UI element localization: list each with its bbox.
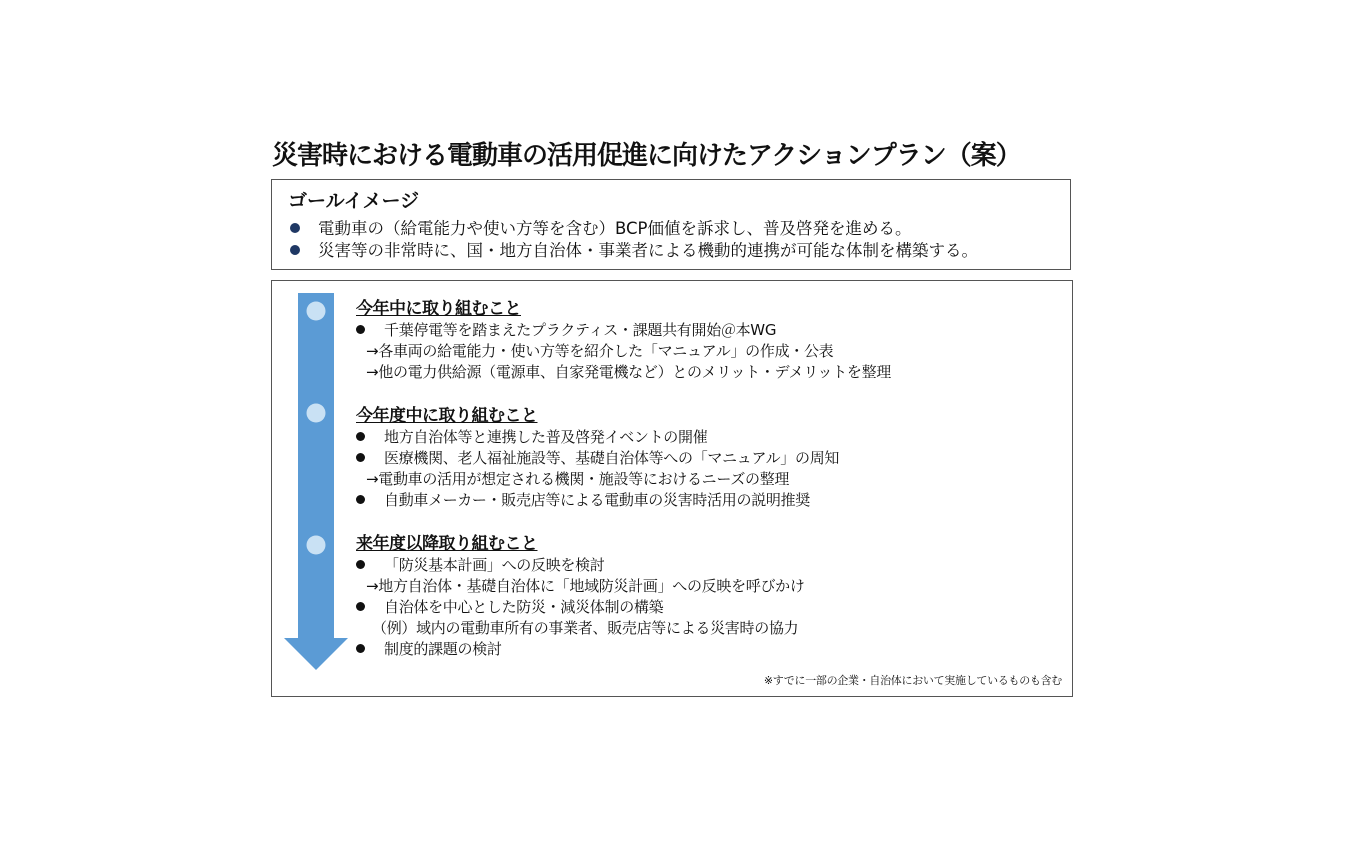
list-item-text: 「防災基本計画」への反映を検討 [384,556,605,574]
list-item-text: 自動車メーカー・販売店等による電動車の災害時活用の説明推奨 [384,491,811,509]
section-title: 今年中に取り組むこと [356,299,521,319]
timeline-dot-icon [307,302,326,321]
section-this-fiscal-year [356,405,1056,511]
list-item [356,597,1056,618]
list-subitem: →各車両の給電能力・使い方等を紹介した「マニュアル」の作成・公表 [366,342,834,360]
list-item-text: 医療機関、老人福祉施設等、基礎自治体等への「マニュアル」の周知 [384,449,840,467]
bullet-icon [356,325,365,334]
list-item-text: 制度的課題の検討 [384,640,502,658]
timeline-arrow-icon [284,293,348,671]
list-item [356,320,1056,341]
goal-heading: ゴールイメージ [288,190,420,212]
footnote: ※すでに一部の企業・自治体において実施しているものも含む [763,674,1062,687]
goal-item [290,240,978,262]
list-item-text: 地方自治体等と連携した普及啓発イベントの開催 [384,428,708,446]
list-item [356,555,1056,576]
bullet-icon [356,602,365,611]
section-title: 今年度中に取り組むこと [356,406,538,426]
bullet-icon [356,453,365,462]
list-item [356,427,1056,448]
timeline-dot-icon [307,404,326,423]
bullet-icon [290,223,300,233]
list-item-text: 千葉停電等を踏まえたプラクティス・課題共有開始＠本WG [384,321,777,339]
section-this-year [356,298,1056,383]
action-plan-box [271,280,1073,697]
list-item [356,490,1056,511]
goal-box [271,179,1071,270]
bullet-icon [356,560,365,569]
section-next-year-onward [356,533,1056,660]
bullet-icon [356,644,365,653]
goal-item-text: 電動車の（給電能力や使い方等を含む）BCP価値を訴求し、普及啓発を進める。 [318,219,912,238]
bullet-icon [356,432,365,441]
page-title: 災害時における電動車の活用促進に向けたアクションプラン（案） [272,141,1021,171]
list-item [356,639,1056,660]
timeline-dot-icon [307,536,326,555]
list-item [356,448,1056,469]
bullet-icon [356,495,365,504]
section-title: 来年度以降取り組むこと [356,534,538,554]
list-subitem: →電動車の活用が想定される機関・施設等におけるニーズの整理 [366,470,790,488]
list-example: （例）域内の電動車所有の事業者、販売店等による災害時の協力 [372,619,799,637]
list-subitem: →他の電力供給源（電源車、自家発電機など）とのメリット・デメリットを整理 [366,363,891,381]
list-subitem: →地方自治体・基礎自治体に「地域防災計画」への反映を呼びかけ [366,577,805,595]
list-item-text: 自治体を中心とした防災・減災体制の構築 [384,598,664,616]
bullet-icon [290,245,300,255]
goal-item [290,218,912,240]
goal-item-text: 災害等の非常時に、国・地方自治体・事業者による機動的連携が可能な体制を構築する。 [318,241,978,260]
